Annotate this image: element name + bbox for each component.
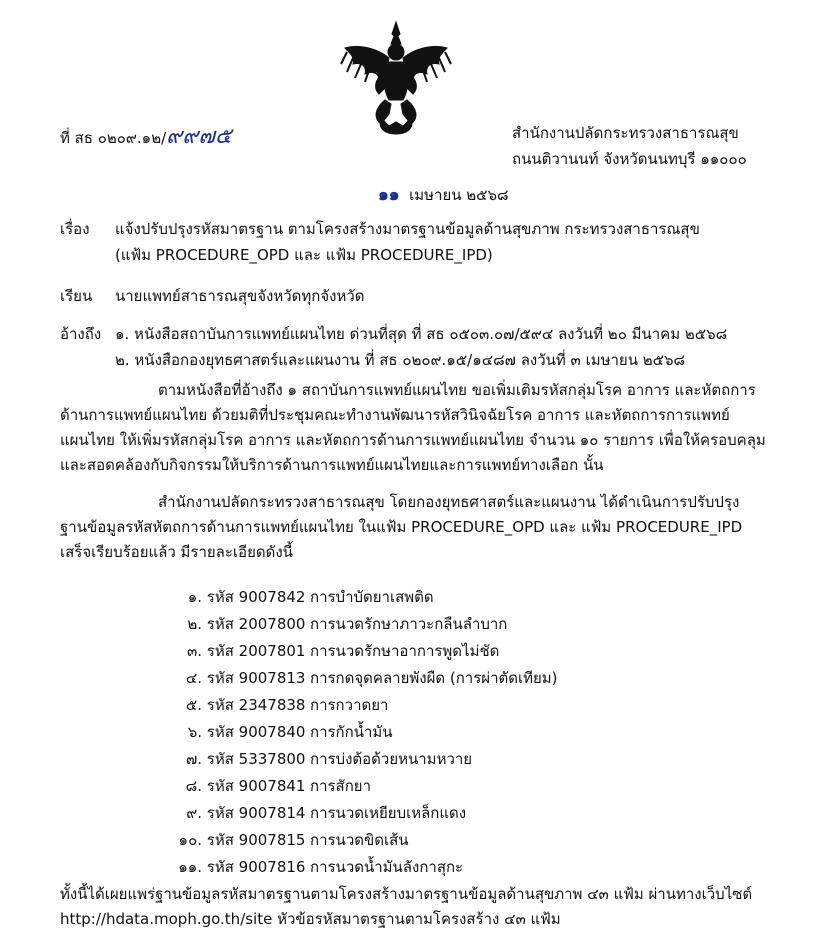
item-code: รหัส 2007800 [206, 615, 306, 633]
item-code: รหัส 9007813 [206, 669, 306, 687]
item-name: การนวดขิดเส้น [310, 831, 409, 849]
item-code: รหัส 2007801 [206, 642, 306, 660]
ref-number [60, 118, 232, 153]
para1-line-1: ตามหนังสือที่อ้างถึง ๑ สถาบันการแพทย์แผนไทย ขอเพิ่มเติมรหัสกลุ่มโรค อาการ และหัตถการ [158, 381, 756, 399]
org-address: ถนนติวานนท์ จังหวัดนนทบุรี ๑๑๐๐๐ [512, 150, 747, 168]
item-code: รหัส 5337800 [206, 750, 306, 768]
recipient-text: นายแพทย์สาธารณสุขจังหวัดทุกจังหวัด [115, 287, 365, 305]
item-number: ๑๑. [178, 858, 202, 876]
subject-line-1: แจ้งปรับปรุงรหัสมาตรฐาน ตามโครงสร้างมาตรฐานข้อมูลด้านสุขภาพ กระทรวงสาธารณสุข [115, 220, 700, 238]
item-name: การสักยา [310, 777, 372, 795]
body-paragraph-2 [60, 490, 742, 565]
org-name: สำนักงานปลัดกระทรวงสาธารณสุข [512, 124, 739, 142]
item-number: ๔. [185, 669, 202, 687]
item-number: ๗. [185, 750, 202, 768]
subject-line-2: (แฟ้ม PROCEDURE_OPD และ แฟ้ม PROCEDURE_IPD) [115, 246, 493, 264]
recipient-label: เรียน [60, 287, 93, 305]
item-number: ๙. [186, 804, 202, 822]
garuda-emblem-icon [337, 18, 455, 138]
list-item [170, 747, 473, 771]
list-item [170, 855, 464, 879]
list-item [170, 774, 372, 798]
item-name: การกักน้ำมัน [310, 723, 393, 741]
item-name: การนวดรักษาภาวะกลืนลำบาก [310, 615, 508, 633]
body-paragraph-1 [60, 378, 766, 478]
closing-line-1: ทั้งนี้ได้เผยแพร่ฐานข้อมูลรหัสมาตรฐานตามโครงสร้างมาตรฐานข้อมูลด้านสุขภาพ ๔๓ แฟ้ม ผ่านทางเว็บไซต์ [60, 885, 753, 903]
item-code: รหัส 9007815 [206, 831, 306, 849]
para2-line-1: สำนักงานปลัดกระทรวงสาธารณสุข โดยกองยุทธศาสตร์และแผนงาน ได้ดำเนินการปรับปรุง [158, 493, 740, 511]
item-code: รหัส 9007841 [206, 777, 306, 795]
para2-line-2: ฐานข้อมูลรหัสหัตถการด้านการแพทย์แผนไทย ในแฟ้ม PROCEDURE_OPD และ แฟ้ม PROCEDURE_IPD [60, 518, 743, 536]
item-name: การบำบัดยาเสพติด [310, 588, 434, 606]
item-code: รหัส 9007816 [206, 858, 306, 876]
item-number: ๘. [185, 777, 202, 795]
item-number: ๒. [187, 615, 202, 633]
item-name: การนวดรักษาอาการพูดไม่ชัด [310, 642, 500, 660]
list-item [170, 828, 409, 852]
item-number: ๑๐. [178, 831, 202, 849]
list-item [170, 612, 508, 636]
list-item [170, 639, 500, 663]
ref-label: ที่ สธ ๐๒๐๙.๑๒/ [60, 129, 167, 147]
list-item [170, 585, 434, 609]
list-item [170, 666, 558, 690]
reference-item-1: ๑. หนังสือสถาบันการแพทย์แผนไทย ด่วนที่สุด ที่ สธ ๐๕๐๓.๐๗/๕๙๔ ลงวันที่ ๒๐ มีนาคม ๒๕๖๘ [115, 325, 728, 343]
list-item [170, 801, 467, 825]
item-name: การนวดเหยียบเหล็กแดง [310, 804, 467, 822]
item-name: การบ่งต้อด้วยหนามหวาย [310, 750, 473, 768]
item-number: ๑. [187, 588, 202, 606]
item-number: ๖. [187, 723, 202, 741]
closing-paragraph [60, 882, 752, 932]
item-name: การกวาดยา [310, 696, 389, 714]
item-code: รหัส 9007814 [206, 804, 306, 822]
item-name: การนวดน้ำมันลังกาสุกะ [310, 858, 464, 876]
item-number: ๕. [185, 696, 202, 714]
para2-line-3: เสร็จเรียบร้อยแล้ว มีรายละเอียดดังนี้ [60, 543, 293, 561]
item-code: รหัส 9007840 [206, 723, 306, 741]
list-item [170, 720, 393, 744]
list-item [170, 693, 389, 717]
item-code: รหัส 9007842 [206, 588, 306, 606]
para1-line-4: และสอดคล้องกับกิจกรรมให้บริการด้านการแพทย์แผนไทยและการแพทย์ทางเลือก นั้น [60, 456, 604, 474]
ref-handwritten-number: ๙๙๗๕ [166, 124, 232, 149]
para1-line-3: แผนไทย ให้เพิ่มรหัสกลุ่มโรค อาการ และหัตถการด้านการแพทย์แผนไทย จำนวน ๑๐ รายการ เพื่อให้ครอบคลุม [60, 431, 766, 449]
para1-line-2: ด้านการแพทย์แผนไทย ด้วยมติที่ประชุมคณะทำงานพัฒนารหัสวินิจฉัยโรค อาการ และหัตถการการแพทย์ [60, 406, 730, 424]
item-code: รหัส 2347838 [206, 696, 306, 714]
reference-item-2: ๒. หนังสือกองยุทธศาสตร์และแผนงาน ที่ สธ ๐๒๐๙.๑๕/๑๔๘๗ ลงวันที่ ๓ เมษายน ๒๕๖๘ [115, 351, 686, 369]
date-month-year: เมษายน ๒๕๖๘ [409, 186, 509, 204]
letter-date [378, 181, 509, 208]
date-day-handwritten: ๑๑ [378, 185, 400, 205]
subject-label: เรื่อง [60, 220, 90, 238]
item-name: การกดจุดคลายพังผืด (การผ่าตัดเทียม) [310, 669, 558, 687]
reference-label: อ้างถึง [60, 325, 102, 343]
closing-line-2: http://hdata.moph.go.th/site หัวข้อรหัสมาตรฐานตามโครงสร้าง ๔๓ แฟ้ม [60, 910, 561, 928]
item-number: ๓. [186, 642, 202, 660]
